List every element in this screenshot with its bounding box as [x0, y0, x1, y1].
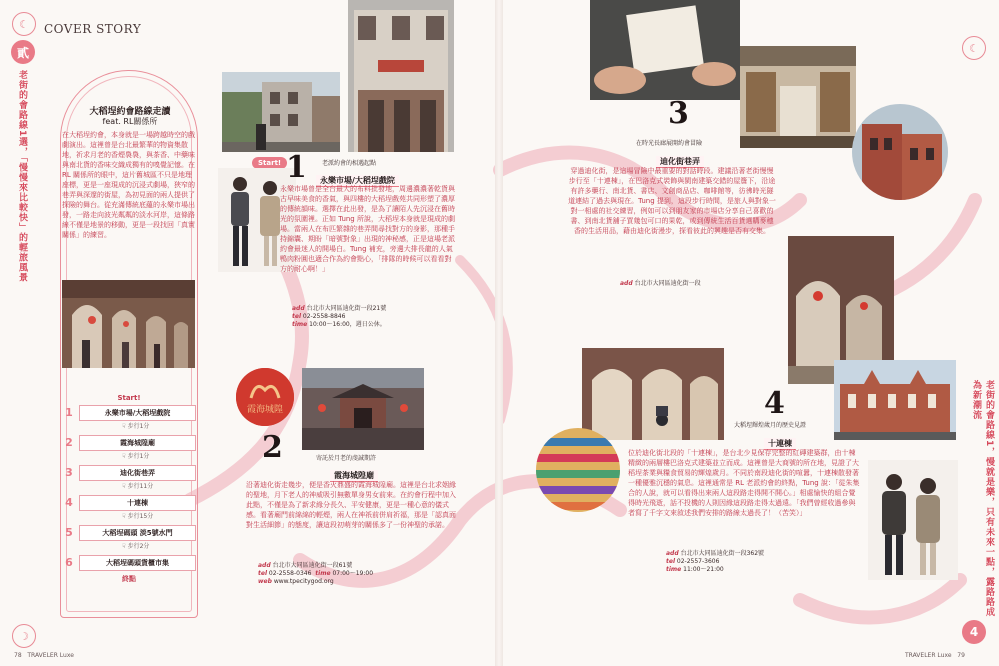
- walk-time: ☟ 步行1分: [122, 453, 150, 460]
- spot2-time: 07:00～19:00: [332, 570, 374, 577]
- spot1-address: 台北市大同區迪化街一段21號: [306, 305, 387, 312]
- walk-time: ☟ 步行2分: [122, 543, 150, 550]
- stop-number: 1: [65, 406, 73, 419]
- stop-number: 5: [65, 526, 73, 539]
- spot1-tel: 02-2558-8846: [302, 313, 346, 320]
- spot1-place: 永樂市場/大稻埕戲院: [316, 175, 399, 187]
- spot1-info: add 台北市大同區迪化街一段21號 tel 02-2558-8846 time 10:00～16:00，週日公休。: [292, 305, 387, 328]
- spot3-body: 穿過迪化街，是這場冒險中最重要的對話時段。建議沿著老街慢慢步行至「十連棟」，在巴洛克式裝飾與閩南建築交錯的屋簷下，沿途有許多藥行、南北貨、書店、文創商品店、咖啡館等，彷彿時光隧道連結了過去與現在。Tung 提到，這段步行時間，是旅人與對象一對一相處的社交練習，例如可以到朋友家的市場店分享自己喜歡的書、到南北貨舖子買幾包可口的果乾，或到傳統生活百貨選購麥穗香的生活用品，藉由迪化街漫步，探看彼此的興趣是否有交集。: [568, 167, 776, 235]
- walk-time-text: 步行15分: [127, 513, 154, 520]
- spot2-caption: 寄託於月老的虔誠期許: [316, 455, 377, 462]
- spot1-number: 1: [286, 150, 307, 185]
- stop-number: 3: [65, 466, 73, 479]
- shop-interior-photo: [740, 46, 856, 148]
- right-chapter-vertical: 老街的會路線1，慢就是樂，只有未來一點，露路路成為新潮流: [971, 380, 994, 618]
- start-badge: [252, 150, 287, 169]
- spot1-body: 永樂市場曾是全台最大的布料批發地，周邊濃濃著乾貨與古早味美食的香氣，與四樓的大稻埕戲苑共同形塑了濃厚的傳統韻味。選擇在此出發，是為了讓陌人先沉浸在舊時光的氛圍裡。正如 Tung 所說，大稻埕本身就是現成的劇場。當兩人在布匹繁雜的巷弄間尋找對方的身影，那種手持錦囊、期盼「暗號對象」出現的神秘感，正是這場老派約會最迷人的開場白。Tung 補充，旁邊大排長龍的人氣鴨肉粉圓也適合作為約會點心，「排隊的時候可以看看對方的耐心啊！」: [280, 185, 455, 273]
- couple-back-photo: [868, 460, 958, 580]
- stop-number: 2: [65, 436, 73, 449]
- stop-number: 6: [65, 556, 73, 569]
- walk-time-text: 步行11分: [127, 483, 154, 490]
- moon-icon-right: ☾: [962, 36, 986, 60]
- intro-body: 在大稻埕約會，本身就是一場跨越時空的戲劇演出。這裡曾是台北最繁華的物資集散地，祈求月老的香煙裊裊，與茶香、中藥味與南北貨的香味交織成獨有的嗅覺記憶。在 RL 關係所的眼中，這片舊城區不只是地理座標，更是一座現成的沉浸式劇場，狹窄的巷弄與深邃的街屋，為初見面的兩人提供了探險的舞台。從充滿傳統底蘊的永樂市場出發，一路走向波光粼粼的淡水河岸，這條路線不僅是地景的移動，更是一段找回「真實關係」的練習。: [62, 131, 195, 239]
- spot3-place: 迪化街巷弄: [656, 156, 704, 168]
- brand-left: TRAVELER Luxe: [27, 652, 74, 659]
- spot4-caption: 大稻埕輝煌歲月的歷史見證: [734, 422, 807, 429]
- spot2-place: 霞海城隍廟: [330, 470, 378, 482]
- red-brick-buildings-circle: [852, 104, 948, 200]
- right-chapter-badge: 4: [962, 620, 986, 644]
- scooter-arcade-photo: [582, 348, 724, 440]
- arcade-photo: [62, 280, 195, 368]
- spot2-body: 沿著迪化街走幾步，便是香火鼎盛的霞海城隍廟。這裡是台北求姻緣的聖地，月下老人的神威吸引無數單身男女前來。在約會行程中加入此點，不僅是為了新求緣分長久、平安健康，更是一種心意的儀式感。看著廟門前綿綿的輕煙，兩人在神祇前併肩祈福，那是「認真面對生活細節」的態度，讓這段初萌芽的關係多了一份神聖的承諾。: [246, 481, 456, 529]
- woven-bags-circle: [536, 428, 620, 512]
- route-stop: [62, 404, 196, 421]
- spot2-number: 2: [262, 430, 283, 465]
- spot1-time: 10:00～16:00，週日公休。: [309, 321, 386, 328]
- walk-time: ☟ 步行1分: [122, 423, 150, 430]
- spot4-tel: 02-2557-3606: [676, 558, 720, 565]
- spot2-info: add 台北市大同區迪化街一段61號 tel 02-2558-0346 time 07:00～19:00 web www.tpecitygod.org: [258, 562, 374, 585]
- route-stop: [62, 554, 196, 571]
- spot4-address: 台北市大同區迪化街一段362號: [680, 550, 765, 557]
- stop-number: 4: [65, 496, 73, 509]
- page-number-right: 79: [957, 652, 965, 659]
- stop-name: 十連棟: [79, 495, 196, 511]
- spot1-caption: 老派約會的相遇起點: [322, 160, 377, 167]
- section-label: COVER STORY: [44, 22, 142, 36]
- page-number-left: 78: [14, 652, 22, 659]
- walk-time-text: 步行1分: [127, 453, 150, 460]
- brand-right: TRAVELER Luxe: [905, 652, 952, 659]
- chapter-vertical-title: 老街的會路線1選，「慢慢來比較快」的輕旅風景: [17, 70, 27, 283]
- spot3-number: 3: [668, 96, 689, 131]
- intro-title: 大稻埕約會路線走讀: [89, 107, 171, 117]
- moon-icon-bottom: ☽: [12, 624, 36, 648]
- route-stop: [62, 524, 196, 541]
- spot2-web: www.tpecitygod.org: [273, 578, 334, 585]
- stop-name: 迪化街巷弄: [79, 465, 196, 481]
- spot4-info: add 台北市大同區迪化街一段362號 tel 02-2557-3606 time 11:00～21:00: [666, 550, 765, 573]
- stop-name: 霞海城隍廟: [79, 435, 196, 451]
- walk-time-text: 步行2分: [127, 543, 150, 550]
- temple-photo: [302, 368, 424, 450]
- spot4-body: 位於迪化街北段的「十連棟」，是台北少見保存完整的紅磚建築群，由十棟精緻的兩層樓巴洛克式建築並立而成。這裡曾是大商號的所在地，見證了大稻埕茶業與糧食貿易的輝煌歲月。不同於南段迪化街的喧囂，十連棟散發著一種優雅沉穩的氣息。這裡通常是 RL 老派約會的終點，Tung 說：「從朱集合的人說，就可以看得出來兩人這段路走得開不開心。」相處愉快的組合覺得時光飛逝，話不投機的人則因緣這段路走得太過遠。「我們曾經收過參與者寫了千字文來敘述我們安排的路線太過長了！（苦笑）」: [628, 449, 860, 517]
- route-stop: [62, 464, 196, 481]
- intro-subtitle: feat. RL關係所: [102, 117, 158, 126]
- moon-icon: ☾: [12, 12, 36, 36]
- hands-card-photo: [590, 0, 740, 100]
- market-building-photo: [348, 0, 454, 152]
- temple-stamp: [236, 368, 294, 426]
- route-start-label: Start!: [117, 394, 141, 402]
- route-list: [62, 394, 196, 584]
- left-footer: [14, 652, 74, 659]
- spot3-address: 台北市大同區迪化街一段: [634, 280, 701, 287]
- walk-time-text: 步行1分: [127, 423, 150, 430]
- start-badge-text: Start!: [252, 157, 287, 169]
- stop-name: 永樂市場/大稻埕戲院: [79, 405, 196, 421]
- spot4-place: 十連棟: [764, 438, 796, 450]
- route-end-label: 終點: [122, 575, 136, 583]
- spot4-time: 11:00～21:00: [683, 566, 724, 573]
- spot3-info: add 台北市大同區迪化街一段: [620, 280, 701, 287]
- right-footer: [905, 652, 965, 659]
- spot2-address: 台北市大同區迪化街一段61號: [272, 562, 353, 569]
- walk-time: ☟ 步行11分: [122, 483, 154, 490]
- ten-row-buildings-photo: [834, 360, 956, 440]
- spot4-number: 4: [764, 386, 785, 421]
- stop-name: 大稻埕碼頭貨櫃市集: [79, 555, 196, 571]
- stamp-lettering: 霞海城隍: [246, 405, 284, 415]
- route-stop: [62, 434, 196, 451]
- page-fold: [495, 0, 503, 666]
- stop-name: 大稻埕碼頭 淡5號水門: [79, 525, 196, 541]
- route-stop: [62, 494, 196, 511]
- spot2-tel: 02-2558-0346: [268, 570, 312, 577]
- chapter-badge: 貳: [11, 40, 35, 64]
- spot3-caption: 在時光長廊展開約會冒險: [636, 140, 703, 147]
- walk-time: ☟ 步行15分: [122, 513, 154, 520]
- street-photo-1: [222, 72, 340, 152]
